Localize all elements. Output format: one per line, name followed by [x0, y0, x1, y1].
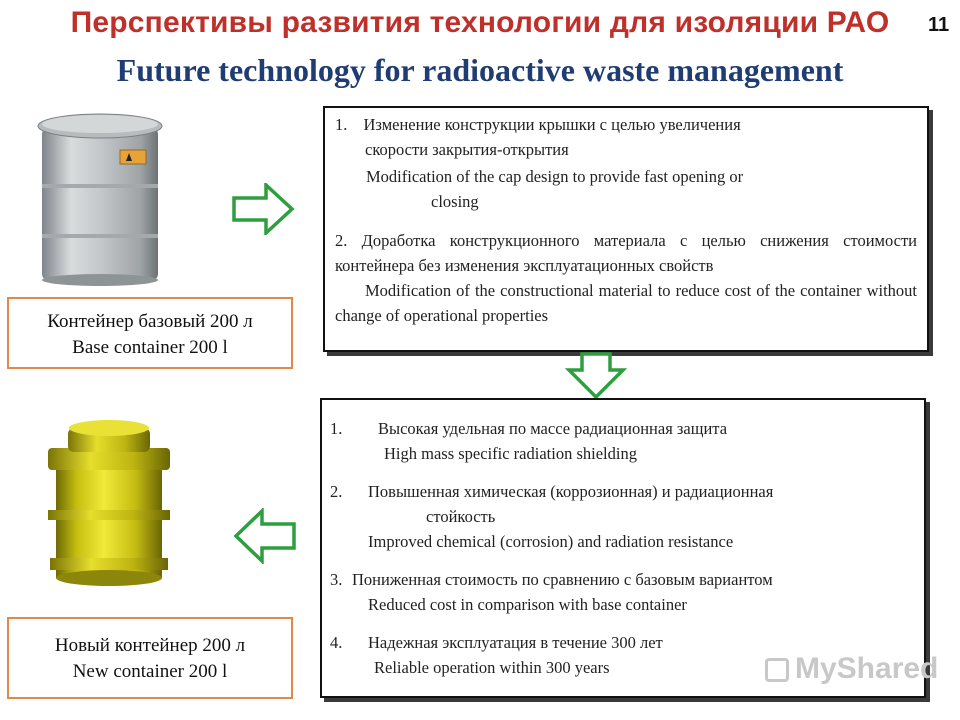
- mod-item1-en-line2: closing: [431, 192, 479, 211]
- new-container-label-en: New container 200 l: [72, 661, 228, 682]
- adv-item1-ru: Высокая удельная по массе радиационная защита: [378, 419, 728, 438]
- new-container-label-ru: Новый контейнер 200 л: [54, 635, 246, 656]
- adv-item3-ru: Пониженная стоимость по сравнению с базовым вариантом: [352, 570, 773, 589]
- adv-item4-ru: Надежная эксплуатация в течение 300 лет: [368, 633, 663, 652]
- watermark-text: MyShared: [795, 652, 939, 685]
- base-container-label: [7, 297, 293, 369]
- mod-item1-number: 1.: [335, 115, 348, 134]
- adv-item3: [330, 567, 912, 592]
- arrow-right-icon: [232, 183, 296, 235]
- adv-item2-ru-line2: стойкость: [426, 507, 496, 526]
- slide-number: 11: [928, 14, 950, 36]
- new-container-label: [7, 617, 293, 699]
- adv-item2-ru: Повышенная химическая (коррозионная) и радиационная: [368, 482, 774, 501]
- mod-item2-en: Modification of the constructional material to reduce cost of the container without change of operational properties: [335, 281, 917, 325]
- arrow-left-icon: [232, 508, 296, 564]
- watermark: [765, 652, 938, 686]
- base-container-label-ru: Контейнер базовый 200 л: [47, 311, 253, 332]
- base-container-image: [30, 110, 170, 290]
- adv-item2-en: Improved chemical (corrosion) and radiation resistance: [368, 532, 734, 551]
- adv-item1: [330, 416, 912, 441]
- adv-item2: [330, 479, 912, 504]
- adv-item3-en: Reduced cost in comparison with base container: [368, 595, 687, 614]
- adv-item4-number: 4.: [330, 633, 343, 652]
- arrow-down-icon: [565, 352, 627, 400]
- base-container-label-en: Base container 200 l: [72, 337, 228, 358]
- watermark-logo-icon: [765, 658, 789, 682]
- mod-item1-ru-line2: скорости закрытия-открытия: [365, 140, 569, 159]
- mod-item1-ru: [335, 112, 917, 137]
- adv-item2-number: 2.: [330, 482, 343, 501]
- adv-item1-number: 1.: [330, 419, 343, 438]
- new-container-image: [38, 418, 180, 590]
- title-ru: Перспективы развития технологии для изоляции РАО: [70, 6, 890, 39]
- adv-item3-number: 3.: [330, 570, 343, 589]
- adv-item4-en: Reliable operation within 300 years: [374, 658, 610, 677]
- mod-item1-ru-line1: Изменение конструкции крышки с целью увеличения: [363, 115, 741, 134]
- mod-item1-en-line1: Modification of the cap design to provide fast opening or: [366, 167, 744, 186]
- adv-item1-en: High mass specific radiation shielding: [384, 444, 637, 463]
- title-en: Future technology for radioactive waste management: [116, 52, 844, 88]
- mod-item2-ru: 2. Доработка конструкционного материала с целью снижения стоимости контейнера без изменения эксплуатационных свойств: [335, 231, 917, 275]
- modifications-panel: [323, 106, 929, 352]
